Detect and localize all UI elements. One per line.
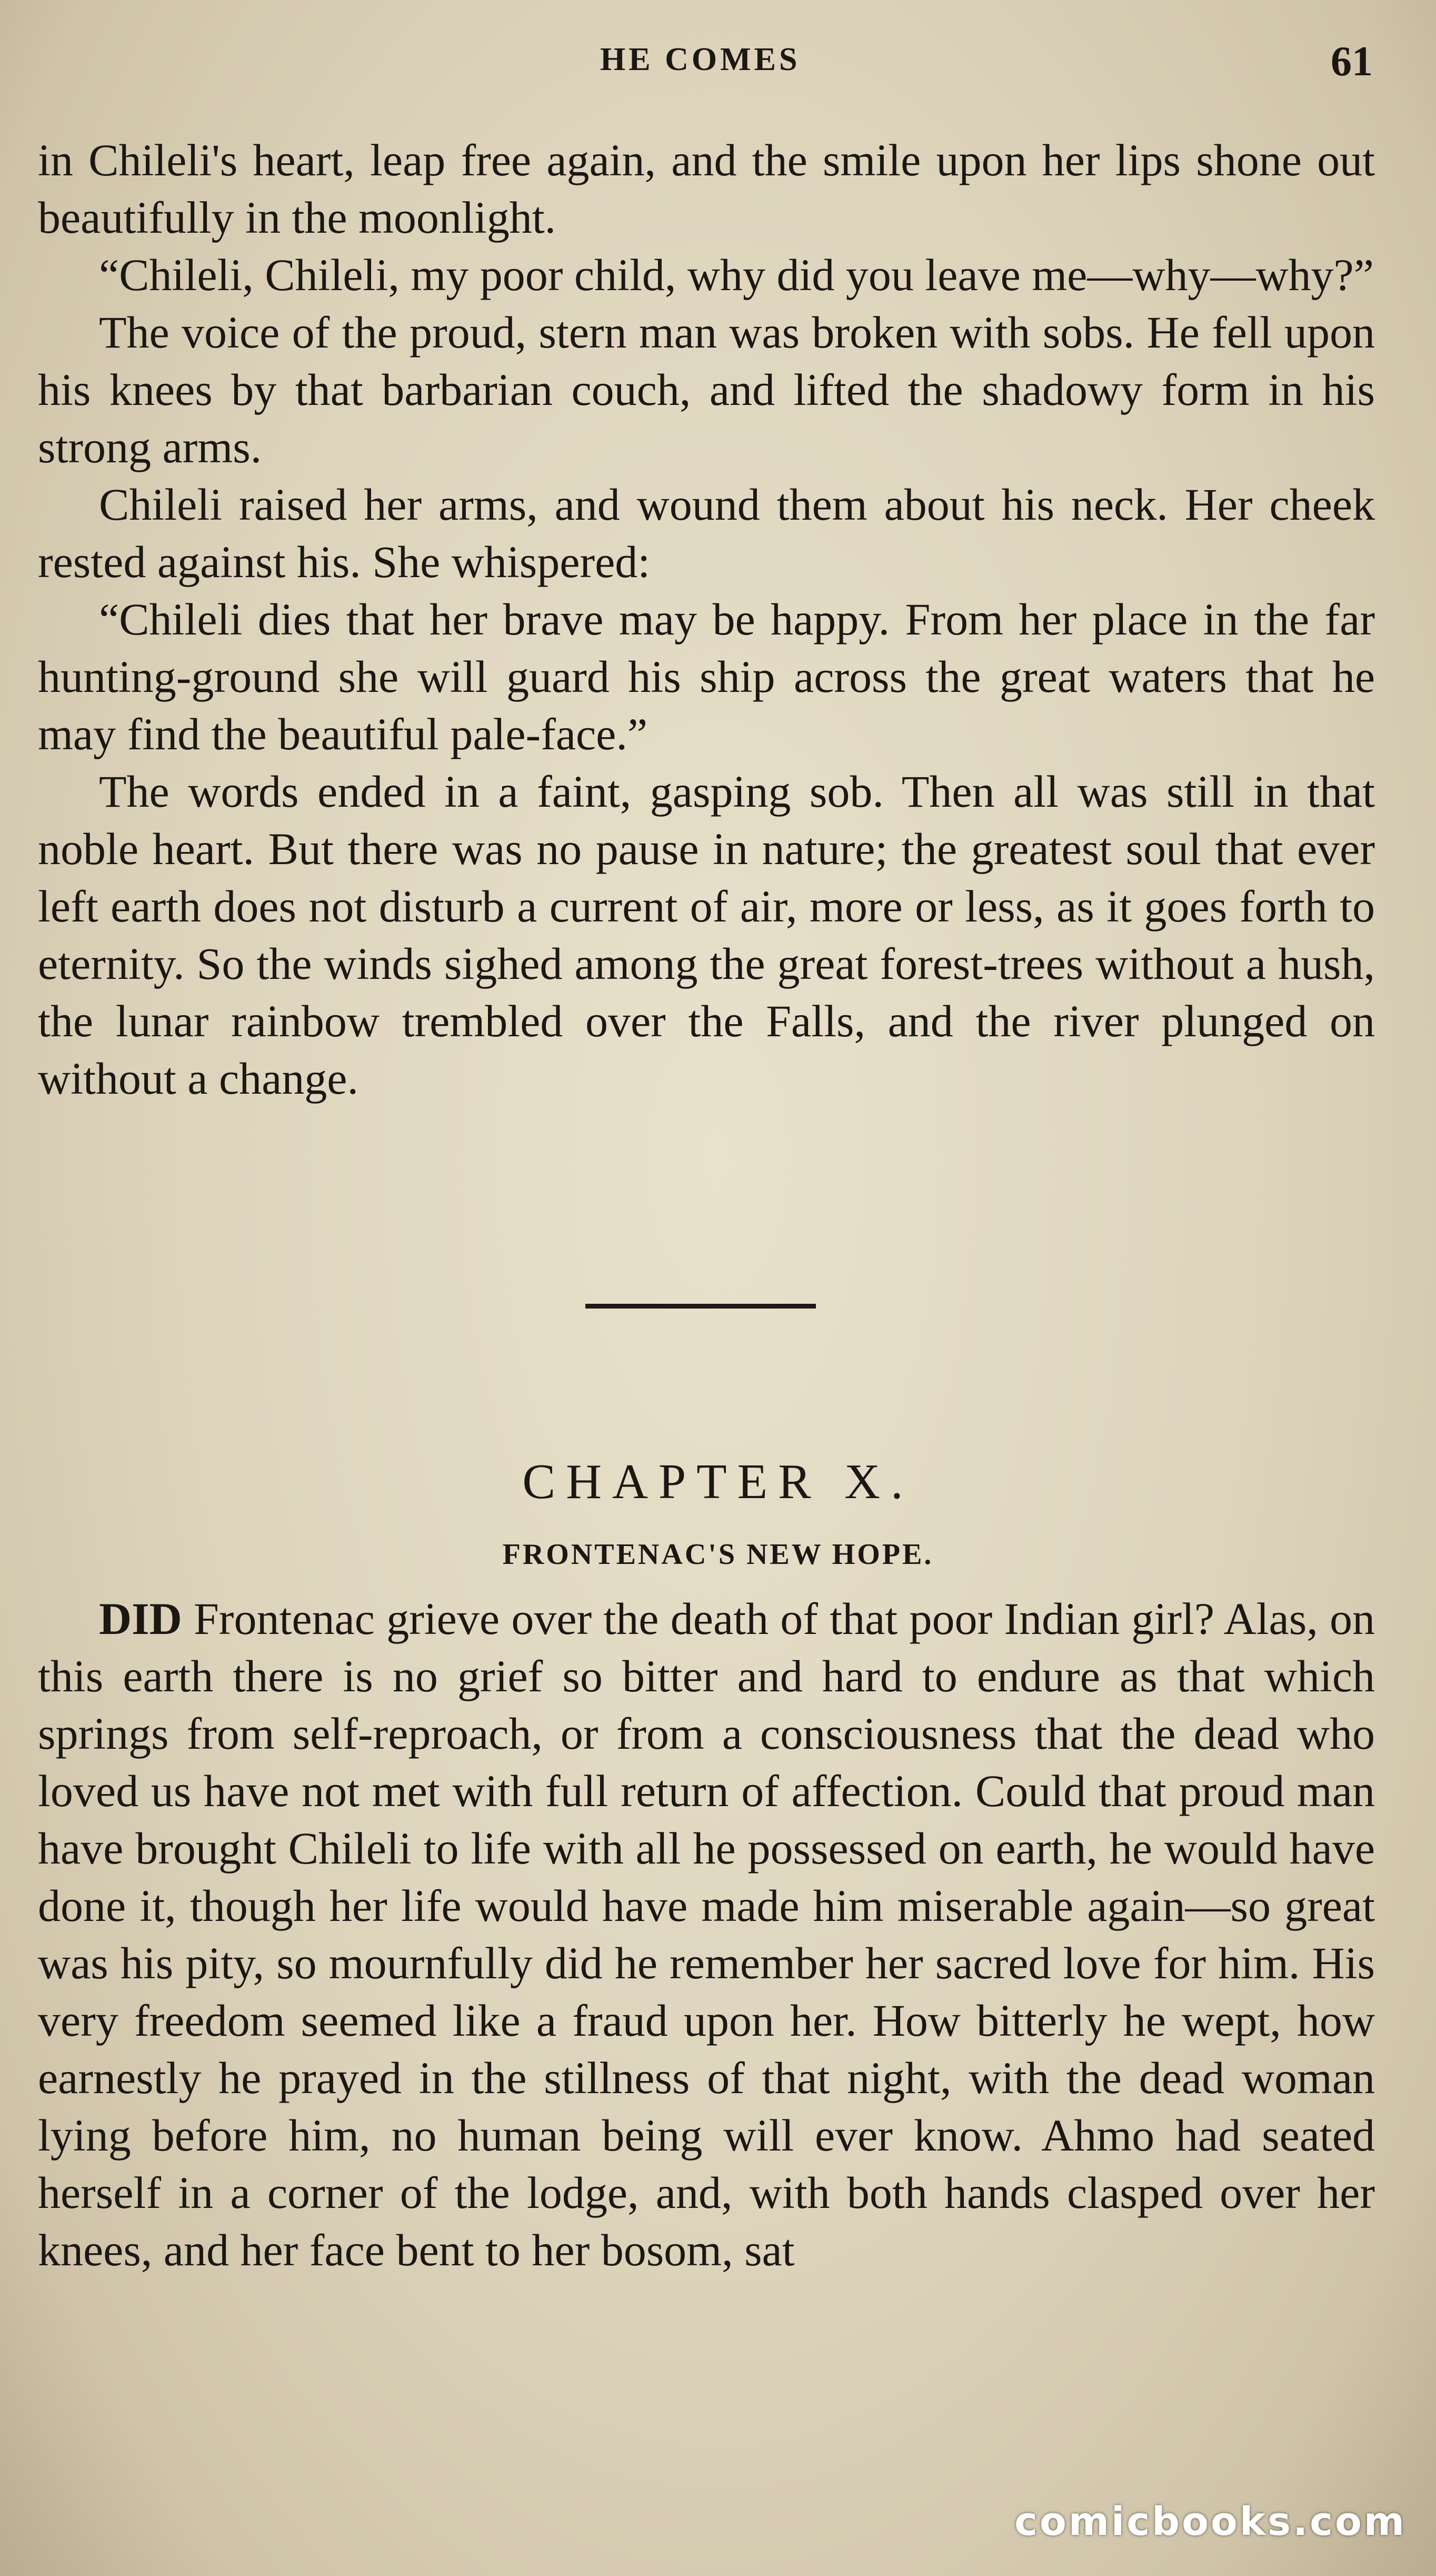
running-title: HE COMES bbox=[600, 42, 801, 77]
paragraph: “Chileli dies that her brave may be happy. From her place in the far hunting-ground she will guard his ship across the great waters that he may find the beautiful pale-face.” bbox=[38, 594, 1375, 759]
paragraph: “Chileli, Chileli, my poor child, why did you leave me—why—why?” bbox=[99, 250, 1374, 300]
paragraph-body: Frontenac grieve over the death of that poor Indian girl? Alas, on this earth there is no grief so bitter and hard to endure as that which springs from self-reproach, or from a consciousness that the dead who loved us have not met with full return of affection. Could that proud man have brought Chileli to life with all he possessed on earth, he would have done it, though her life would have made him miserable again—so great was his pity, so mournfully did he remember her sacred love for him. His very freedom seemed like a fraud upon her. How bitterly he wept, how earnestly he prayed in the stillness of that night, with the dead woman lying before him, no human being will ever know. Ahmo had seated herself in a corner of the lodge, and, with both hands clasped over her knees, and her face bent to her bosom, sat bbox=[38, 1593, 1375, 2275]
text-block-continuation bbox=[38, 132, 1375, 1107]
chapter-title: CHAPTER X. bbox=[522, 1454, 914, 1509]
paragraph: in Chileli's heart, leap free again, and the smile upon her lips shone out beautifully in the moonlight. bbox=[38, 135, 1375, 243]
section-divider-rule bbox=[585, 1304, 816, 1309]
watermark: comicbooks.com bbox=[1014, 2499, 1407, 2544]
page-number: 61 bbox=[1331, 38, 1373, 85]
text-block-chapter-opening bbox=[38, 1590, 1375, 2279]
paragraph: Chileli raised her arms, and wound them about his neck. Her cheek rested against his. She whispered: bbox=[38, 479, 1375, 587]
paragraph bbox=[38, 1590, 1375, 2279]
running-head bbox=[0, 38, 1436, 88]
paragraph: The words ended in a faint, gasping sob. Then all was still in that noble heart. But there was no pause in nature; the greatest soul that ever left earth does not disturb a current of air, more or less, as it goes forth to eternity. So the winds sighed among the great forest-trees without a hush, the lunar rainbow trembled over the Falls, and the river plunged on without a change. bbox=[38, 766, 1375, 1104]
chapter-subtitle: FRONTENAC'S NEW HOPE. bbox=[502, 1538, 934, 1571]
paragraph: The voice of the proud, stern man was broken with sobs. He fell upon his knees by that barbarian couch, and lifted the shadowy form in his strong arms. bbox=[38, 307, 1375, 472]
drop-word: DID bbox=[99, 1593, 182, 1644]
